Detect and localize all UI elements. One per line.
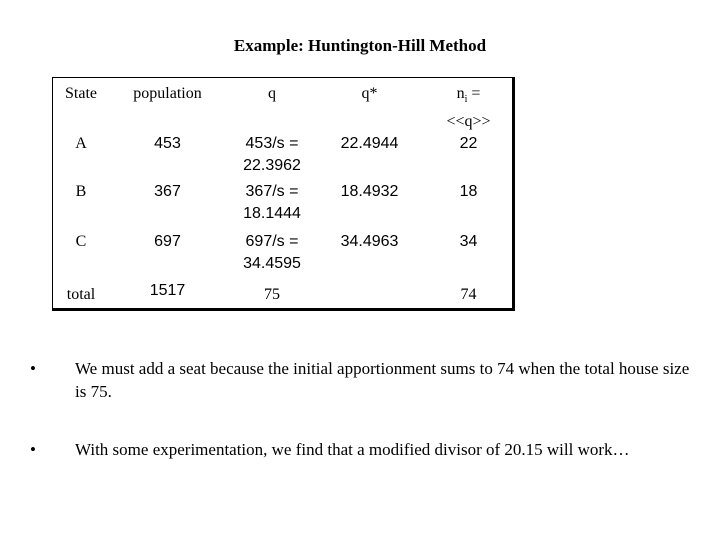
row-b-state: B — [75, 183, 87, 200]
bullet-text: We must add a seat because the initial apportionment sums to 74 when the total house size is 75. — [75, 359, 690, 401]
row-b-q-line1: 367/s = — [245, 183, 299, 200]
row-b-qstar: 18.4932 — [340, 183, 399, 200]
bullet-list — [30, 357, 690, 496]
header-n-eq: = — [467, 85, 481, 102]
total-q: 75 — [264, 286, 280, 303]
row-c-state: C — [75, 233, 87, 250]
row-c-q — [226, 231, 318, 275]
bullet-item — [30, 438, 690, 461]
row-a-n: 22 — [459, 135, 478, 152]
row-c-qstar: 34.4963 — [340, 233, 399, 250]
header-state: State — [65, 85, 97, 102]
bullet-item — [30, 357, 690, 403]
row-a-qstar: 22.4944 — [340, 135, 399, 152]
header-population: population — [133, 85, 202, 102]
header-n-base: n — [456, 85, 465, 102]
row-b-n: 18 — [459, 183, 478, 200]
total-population: 1517 — [149, 282, 186, 299]
row-c-n: 34 — [459, 233, 478, 250]
row-a-q-line2: 22.3962 — [243, 157, 301, 174]
apportionment-table — [52, 77, 515, 311]
row-b-q-line2: 18.1444 — [243, 205, 301, 222]
bullet-text: With some experimentation, we find that a modified divisor of 20.15 will work… — [75, 440, 630, 459]
header-q: q — [268, 85, 276, 102]
row-b-q — [226, 181, 318, 225]
header-qstar: q* — [361, 85, 378, 102]
row-c-q-line1: 697/s = — [245, 233, 299, 250]
header-n-sub: i — [464, 94, 468, 106]
row-a-state: A — [75, 135, 87, 152]
total-n: 74 — [460, 286, 477, 303]
row-a-q-line1: 453/s = — [245, 135, 299, 152]
row-c-population: 697 — [154, 233, 181, 250]
total-state: total — [66, 286, 96, 303]
row-c-q-line2: 34.4595 — [243, 255, 301, 272]
row-a-population: 453 — [154, 135, 181, 152]
row-a-q — [226, 133, 318, 177]
header-n — [421, 83, 516, 133]
slide-title: Example: Huntington-Hill Method — [233, 36, 487, 55]
bullet-icon: • — [30, 359, 36, 378]
row-b-population: 367 — [154, 183, 181, 200]
header-n-line2: <<q>> — [446, 113, 491, 131]
bullet-icon: • — [30, 440, 36, 459]
